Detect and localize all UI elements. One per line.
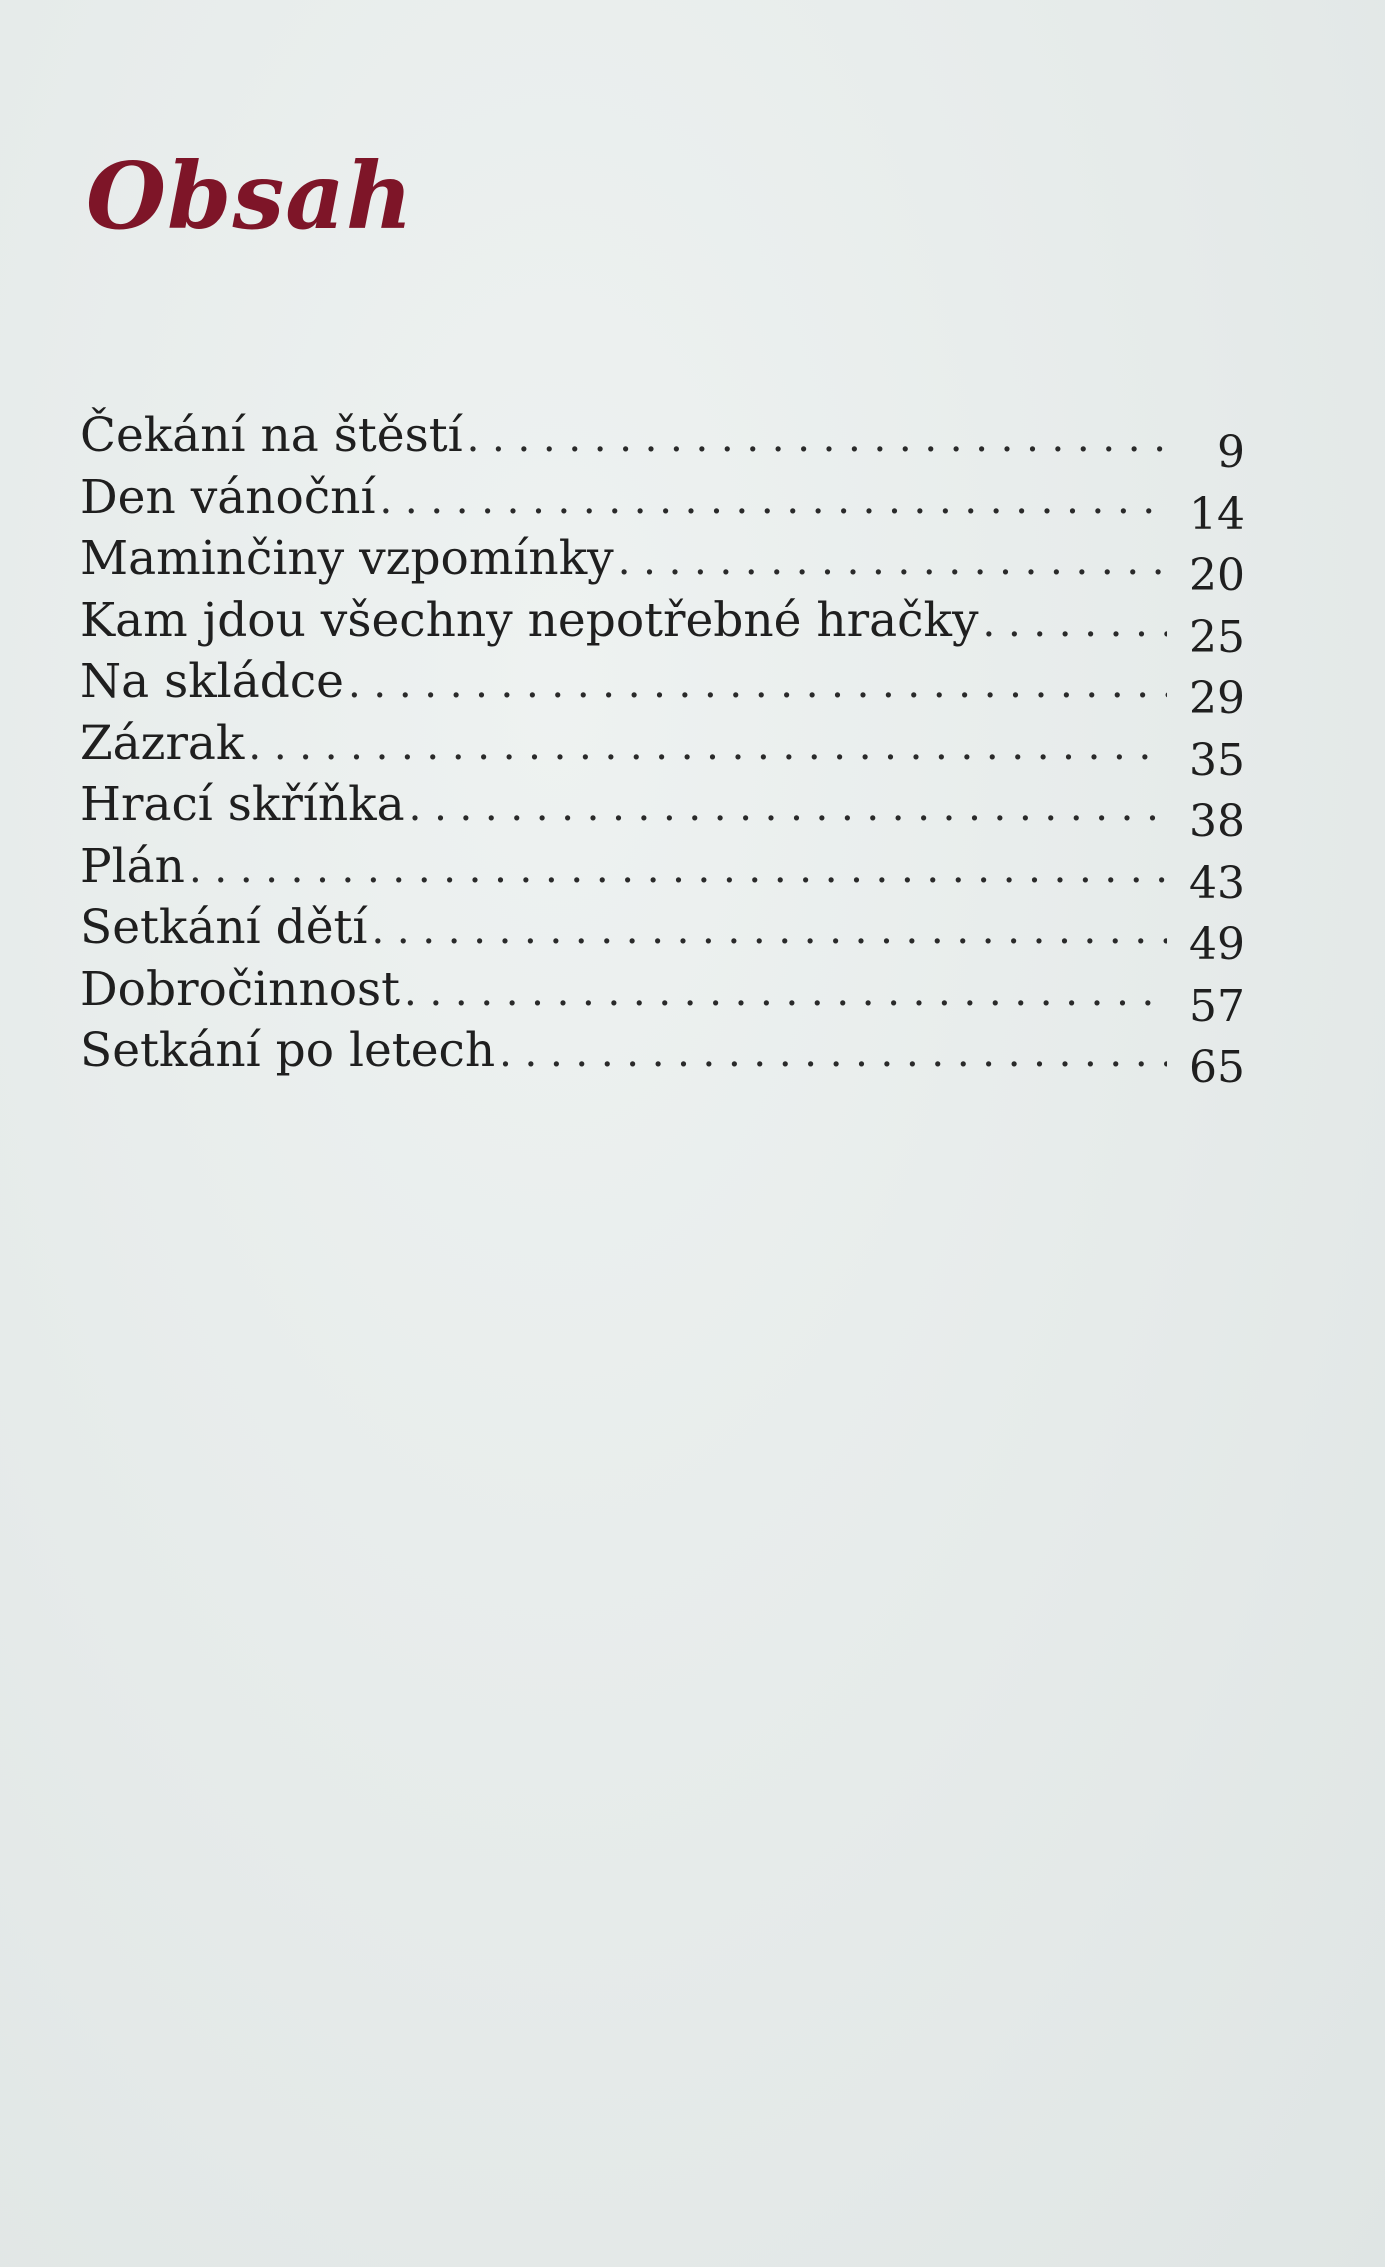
toc-entry xyxy=(80,408,1245,478)
toc-entry-title: Setkání po letech xyxy=(80,1023,496,1078)
dot-leader xyxy=(348,661,1167,707)
toc-entry-page: 25 xyxy=(1189,611,1245,663)
toc-entry-page: 43 xyxy=(1189,857,1245,909)
dot-leader xyxy=(409,784,1167,830)
dot-leader xyxy=(371,907,1167,953)
toc-entry-page: 38 xyxy=(1189,796,1245,847)
toc-entry xyxy=(80,592,1245,663)
dot-leader xyxy=(379,477,1167,523)
dot-leader xyxy=(248,723,1167,769)
dot-leader xyxy=(467,415,1167,461)
page-title: Obsah xyxy=(86,142,414,250)
toc-entry-title: Dobročinnost xyxy=(80,961,401,1017)
toc-entry xyxy=(80,1023,1245,1093)
dot-leader xyxy=(404,969,1167,1015)
dot-leader xyxy=(189,846,1167,892)
toc-entry-title: Hrací skříňka xyxy=(80,777,405,832)
toc-entry xyxy=(80,715,1245,786)
toc-entry xyxy=(80,777,1245,847)
dot-leader xyxy=(499,1030,1167,1076)
toc-entry-page: 57 xyxy=(1189,980,1245,1032)
dot-leader xyxy=(983,600,1167,646)
toc-entry-page: 49 xyxy=(1189,919,1245,970)
toc-entry xyxy=(80,838,1245,909)
toc-entry-page: 35 xyxy=(1189,734,1245,786)
toc-entry-page: 9 xyxy=(1217,427,1245,478)
toc-entry xyxy=(80,961,1245,1032)
toc-entry-page: 65 xyxy=(1189,1042,1245,1093)
toc-entry xyxy=(80,531,1245,601)
toc-entry-title: Zázrak xyxy=(80,715,245,771)
toc-entry-title: Čekání na štěstí xyxy=(80,408,463,463)
toc-entry-page: 20 xyxy=(1189,550,1245,601)
toc-entry-title: Den vánoční xyxy=(80,469,376,525)
toc-entry-title: Kam jdou všechny nepotřebné hračky xyxy=(80,592,979,648)
toc-entry-title: Plán xyxy=(80,838,185,894)
toc-entry-title: Setkání dětí xyxy=(80,900,368,955)
toc-entry-title: Maminčiny vzpomínky xyxy=(80,531,614,586)
dot-leader xyxy=(618,538,1167,584)
toc-entry xyxy=(80,469,1245,540)
toc-entry-page: 14 xyxy=(1189,488,1245,540)
table-of-contents xyxy=(80,408,1245,1093)
toc-entry-page: 29 xyxy=(1189,673,1245,724)
toc-entry-title: Na skládce xyxy=(80,654,344,709)
toc-entry xyxy=(80,654,1245,724)
toc-entry xyxy=(80,900,1245,970)
